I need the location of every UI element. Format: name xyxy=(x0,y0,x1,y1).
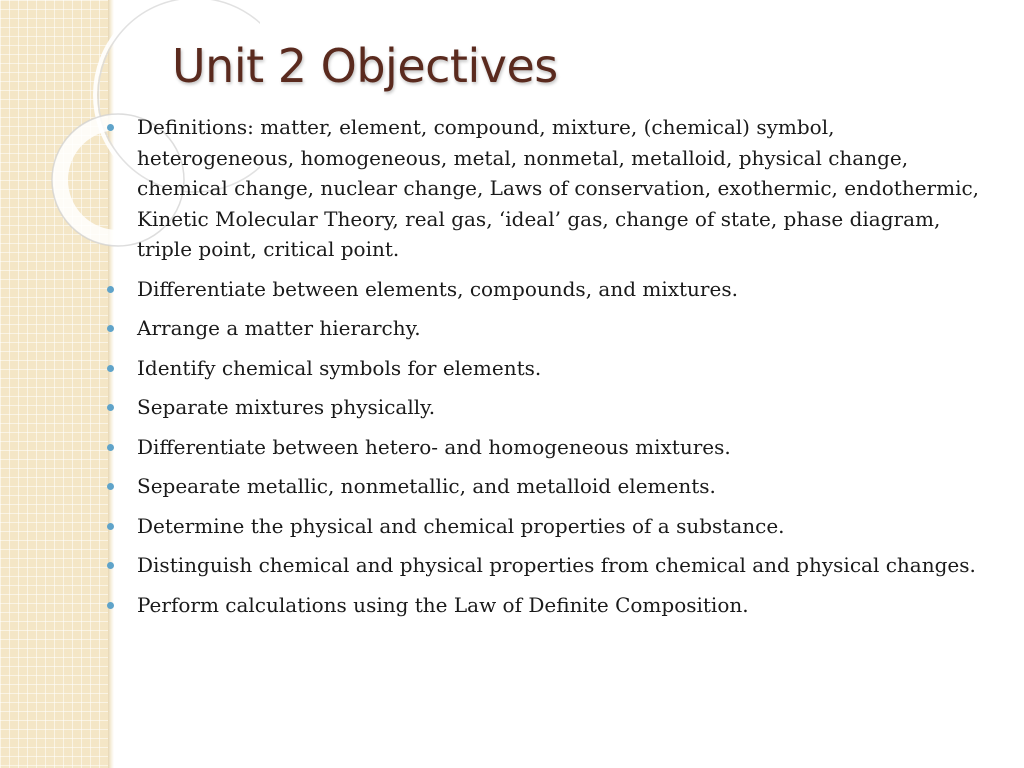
list-item xyxy=(104,392,984,423)
list-item xyxy=(104,112,984,265)
bullet-icon xyxy=(107,483,114,490)
list-item xyxy=(104,432,984,463)
list-item xyxy=(104,550,984,581)
objectives-list xyxy=(104,112,984,629)
list-item-text: Differentiate between hetero- and homogeneous mixtures. xyxy=(137,434,731,459)
bullet-icon xyxy=(107,602,114,609)
list-item-text: Separate mixtures physically. xyxy=(137,395,436,419)
list-item-text: Arrange a matter hierarchy. xyxy=(137,316,421,340)
bullet-icon xyxy=(107,124,114,131)
bullet-icon xyxy=(107,444,114,451)
bullet-icon xyxy=(107,365,114,372)
bullet-icon xyxy=(107,404,114,411)
bullet-icon xyxy=(107,523,114,530)
list-item xyxy=(104,313,984,344)
list-item-text: Identify chemical symbols for elements. xyxy=(137,355,542,380)
list-item xyxy=(104,274,984,305)
list-item-text: Differentiate between elements, compounds, and mixtures. xyxy=(137,276,738,301)
list-item xyxy=(104,471,984,502)
list-item xyxy=(104,590,984,621)
list-item-text: Definitions: matter, element, compound, mixture, (chemical) symbol, heterogeneous, homogeneous, metal, nonmetal, metalloid, physical change, chemical change, nuclear change, Laws of conservation, exothermic, endothermic, Kinetic Molecular Theory, real gas, ‘ideal’ gas, change of state, phase diagram, triple point, critical point. xyxy=(137,115,980,261)
list-item-text: Determine the physical and chemical properties of a substance. xyxy=(137,513,785,538)
list-item xyxy=(104,353,984,384)
bullet-icon xyxy=(107,286,114,293)
list-item-text: Distinguish chemical and physical properties from chemical and physical changes. xyxy=(137,553,976,577)
bullet-icon xyxy=(107,325,114,332)
side-pattern-panel xyxy=(0,0,108,768)
bullet-icon xyxy=(107,562,114,569)
list-item xyxy=(104,511,984,542)
list-item-text: Perform calculations using the Law of Definite Composition. xyxy=(137,592,749,617)
list-item-text: Sepearate metallic, nonmetallic, and metalloid elements. xyxy=(137,474,716,498)
slide-title: Unit 2 Objectives xyxy=(172,39,558,93)
